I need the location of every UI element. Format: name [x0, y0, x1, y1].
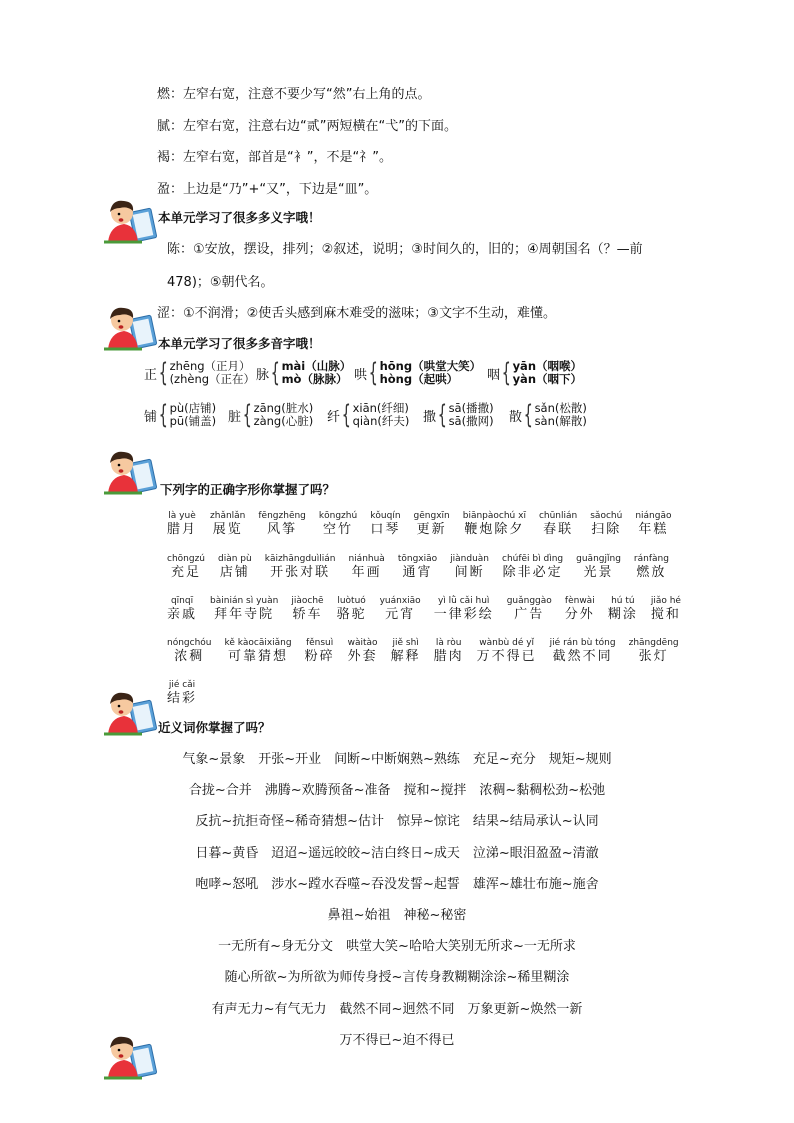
pinyin-word	[380, 596, 421, 622]
pinyin-word	[477, 638, 537, 664]
hanzi-text: 骆驼	[336, 607, 367, 622]
polyphone-yan: 咽 { yān（咽喉） yàn（咽下）	[487, 358, 583, 388]
synonym-line: 气象~景象 开张~开业 间断~中断娴熟~熟练 充足~充分 规矩~规则	[182, 752, 612, 767]
pinyin-word	[265, 554, 336, 580]
hanzi-text: 搅和	[650, 607, 681, 622]
hanzi-text: 万不得已	[476, 649, 537, 664]
pinyin-text: zhǎnlǎn	[210, 511, 246, 521]
polysemy-chen-line1: 陈：①安放，摆设，排列；②叙述，说明；③时间久的，旧的；④周朝国名（？—前	[167, 242, 643, 257]
pinyin-text: hú tú	[611, 596, 635, 606]
hanzi-text: 充足	[171, 565, 202, 580]
polyphone-xian: 纤 { xiān(纤细) qiàn(纤夫)	[327, 400, 410, 430]
hanzi-text: 元宵	[385, 607, 416, 622]
note-ying: 盈：上边是“乃”+“又”，下边是“皿”。	[157, 182, 378, 197]
pinyin-text: kǒuqín	[370, 511, 401, 521]
pinyin-word	[225, 638, 292, 664]
pinyin-text: diàn pù	[218, 554, 252, 564]
pinyin-text: gēngxīn	[413, 511, 450, 521]
pinyin-text: wànbù dé yǐ	[479, 638, 535, 648]
pinyin-text: wàitào	[347, 638, 378, 648]
pinyin-word	[218, 554, 252, 580]
pinyin-text: guǎnggào	[506, 596, 552, 606]
polysemy-heading: 本单元学习了很多多义字哦！	[158, 210, 321, 225]
hanzi-text: 拜年寺院	[214, 607, 275, 622]
pinyin-word	[305, 638, 335, 664]
pinyin-text: jiǎo hé	[650, 596, 681, 606]
hanzi-text: 除非必定	[502, 565, 563, 580]
note-ran: 燃：左窄右宽，注意不要少写“然”右上角的点。	[157, 87, 431, 102]
hanzi-text: 张灯	[638, 649, 669, 664]
hanzi-text: 广告	[514, 607, 545, 622]
hanzi-text: 扫除	[591, 522, 622, 537]
pinyin-text: bàinián sì yuàn	[210, 596, 279, 606]
pinyin-word	[434, 638, 464, 664]
hanzi-text: 糊涂	[607, 607, 638, 622]
pinyin-word	[337, 596, 367, 622]
hanzi-text: 年画	[351, 565, 382, 580]
pinyin-text: ránfàng	[633, 554, 669, 564]
pinyin-word	[507, 596, 552, 622]
hanzi-text: 轿车	[292, 607, 323, 622]
hanzi-text: 结彩	[167, 691, 198, 706]
pinyin-word	[348, 554, 384, 580]
reading-kid-illustration	[102, 1032, 160, 1080]
pinyin-word	[210, 511, 245, 537]
synonym-line: 日暮~黄昏 迢迢~遥远皎皎~洁白终日~成天 泣涕~眼泪盈盈~清澈	[195, 846, 599, 861]
hanzi-text: 亲戚	[167, 607, 198, 622]
hanzi-text: 空竹	[323, 522, 354, 537]
pinyin-word	[291, 596, 323, 622]
hanzi-text: 通宵	[402, 565, 433, 580]
pinyin-word	[167, 554, 205, 580]
pinyin-text: chōngzú	[167, 554, 206, 564]
polysemy-se: 涩：①不润滑；②使舌头感到麻木难受的滋味；③文字不生动，难懂。	[157, 306, 556, 321]
pinyin-text: fènwài	[564, 596, 595, 606]
pinyin-word	[319, 511, 357, 537]
pinyin-word-row-5	[167, 676, 210, 706]
pinyin-word-row-4	[167, 634, 692, 664]
pinyin-word	[167, 680, 197, 706]
pinyin-text: jiànduàn	[450, 554, 489, 564]
pinyin-text: yuánxiāo	[379, 596, 421, 606]
pinyin-text: fēngzhēng	[258, 511, 306, 521]
pinyin-text: là yuè	[168, 511, 196, 521]
pinyin-word	[651, 596, 681, 622]
pinyin-text: jié rán bù tóng	[549, 638, 616, 648]
hanzi-text: 更新	[416, 522, 447, 537]
pinyin-text: fěnsuì	[305, 638, 334, 648]
synonym-line: 万不得已~迫不得已	[339, 1033, 455, 1048]
pinyin-word	[463, 511, 526, 537]
hanzi-text: 光景	[583, 565, 614, 580]
polyphone-sa: 撒 { sā(播撒) sā(撒网)	[423, 400, 494, 430]
pinyin-text: jié cǎi	[168, 680, 196, 690]
hanzi-text: 浓稠	[174, 649, 205, 664]
hanzi-text: 开张对联	[270, 565, 331, 580]
reading-kid-illustration	[102, 303, 160, 351]
hanzi-text: 分外	[564, 607, 595, 622]
pinyin-word	[502, 554, 563, 580]
polysemy-chen-line2: 478)；⑤朝代名。	[167, 275, 274, 290]
synonyms-heading: 近义词你掌握了吗？	[158, 720, 271, 735]
hanzi-text: 展览	[212, 522, 243, 537]
pinyin-word	[370, 511, 400, 537]
reading-kid-illustration	[102, 447, 160, 495]
pinyin-word	[210, 596, 278, 622]
pinyin-text: kāizhāngduìlián	[264, 554, 336, 564]
pinyin-text: là ròu	[435, 638, 462, 648]
hanzi-text: 燃放	[636, 565, 667, 580]
pinyin-word-row-3	[167, 592, 694, 622]
hanzi-text: 腊肉	[433, 649, 464, 664]
polyphone-san: 散 { sǎn(松散) sàn(解散)	[509, 400, 587, 430]
pinyin-word	[348, 638, 378, 664]
pinyin-text: jiě shì	[392, 638, 419, 648]
pinyin-word	[550, 638, 616, 664]
pinyin-text: niánhuà	[348, 554, 385, 564]
polyphone-pu: 铺 { pù(店铺) pū(铺盖)	[144, 400, 217, 430]
pinyin-text: chúfēi bì dìng	[502, 554, 564, 564]
hanzi-text: 截然不同	[552, 649, 613, 664]
synonym-line: 有声无力~有气无力 截然不同~迥然不同 万象更新~焕然一新	[211, 1002, 583, 1017]
pinyin-text: tōngxiāo	[397, 554, 438, 564]
pinyin-word	[414, 511, 450, 537]
hanzi-text: 店铺	[219, 565, 250, 580]
pinyin-text: kě kàocāixiǎng	[224, 638, 292, 648]
polyphone-zang: 脏 { zāng(脏水) zàng(心脏)	[228, 400, 314, 430]
pinyin-word-row-2	[167, 550, 682, 580]
synonym-line: 一无所有~身无分文 哄堂大笑~哈哈大笑别无所求~一无所求	[218, 939, 576, 954]
pinyin-text: jiàochē	[291, 596, 324, 606]
pinyin-text: niángāo	[635, 511, 672, 521]
pinyin-word	[391, 638, 421, 664]
synonym-line: 咆哮~怒吼 涉水~蹚水吞噬~吞没发誓~起誓 雄浑~雄壮布施~施舍	[195, 877, 599, 892]
pinyin-word	[167, 511, 197, 537]
pinyin-word	[635, 511, 671, 537]
synonym-line: 合拢~合并 沸腾~欢腾预备~准备 搅和~搅拌 浓稠~黏稠松劲~松弛	[188, 783, 606, 798]
pinyin-text: luòtuó	[337, 596, 366, 606]
pinyin-word	[634, 554, 669, 580]
pinyin-word	[629, 638, 679, 664]
reading-kid-illustration	[102, 196, 160, 244]
polyphone-mai: 脉 { mài（山脉） mò（脉脉）	[256, 358, 352, 388]
hanzi-text: 间断	[454, 565, 485, 580]
hanzi-text: 口琴	[370, 522, 401, 537]
pinyin-text: kōngzhú	[318, 511, 358, 521]
pinyin-word	[576, 554, 621, 580]
hanzi-text: 腊月	[167, 522, 198, 537]
polyphone-heading: 本单元学习了很多多音字哦！	[158, 336, 321, 351]
pinyin-word	[258, 511, 306, 537]
pinyin-text: guāngjǐng	[576, 554, 621, 564]
pinyin-word	[539, 511, 577, 537]
pinyin-word-row-1	[167, 507, 684, 537]
pinyin-text: yì lǜ cǎi huì	[437, 596, 490, 606]
pinyin-word	[608, 596, 638, 622]
hanzi-text: 年糕	[638, 522, 669, 537]
spelling-heading: 下列字的正确字形你掌握了吗？	[160, 482, 336, 497]
hanzi-text: 风筝	[267, 522, 298, 537]
synonym-line: 随心所欲~为所欲为师传身授~言传身教糊糊涂涂~稀里糊涂	[224, 970, 570, 985]
hanzi-text: 解释	[390, 649, 421, 664]
polyphone-zheng: 正 { zhēng（正月） (zhèng（正在）	[144, 358, 256, 388]
polyphone-hong: 哄 { hōng（哄堂大笑） hòng（起哄）	[354, 358, 482, 388]
synonym-line: 鼻祖~始祖 神秘~秘密	[327, 908, 467, 923]
pinyin-word	[398, 554, 437, 580]
pinyin-text: qīnqī	[170, 596, 194, 606]
hanzi-text: 鞭炮除夕	[464, 522, 525, 537]
hanzi-text: 外套	[347, 649, 378, 664]
pinyin-text: zhāngdēng	[628, 638, 679, 648]
hanzi-text: 可靠猜想	[228, 649, 289, 664]
pinyin-text: biānpàochú xī	[462, 511, 526, 521]
pinyin-text: sǎochú	[590, 511, 623, 521]
pinyin-word	[565, 596, 595, 622]
pinyin-word	[450, 554, 489, 580]
hanzi-text: 春联	[543, 522, 574, 537]
pinyin-text: nóngchóu	[167, 638, 212, 648]
reading-kid-illustration	[102, 688, 160, 736]
pinyin-word	[167, 638, 212, 664]
note-he: 褐：左窄右宽，部首是“衤”，不是“礻”。	[157, 150, 392, 165]
pinyin-word	[167, 596, 197, 622]
pinyin-text: chūnlián	[538, 511, 578, 521]
note-ni: 腻：左窄右宽，注意右边“贰”两短横在“弋”的下面。	[157, 119, 457, 134]
hanzi-text: 粉碎	[304, 649, 335, 664]
synonym-line: 反抗~抗拒奇怪~稀奇猜想~估计 惊异~惊诧 结果~结局承认~认同	[195, 814, 599, 829]
hanzi-text: 一律彩绘	[433, 607, 494, 622]
pinyin-word	[434, 596, 494, 622]
pinyin-word	[590, 511, 622, 537]
